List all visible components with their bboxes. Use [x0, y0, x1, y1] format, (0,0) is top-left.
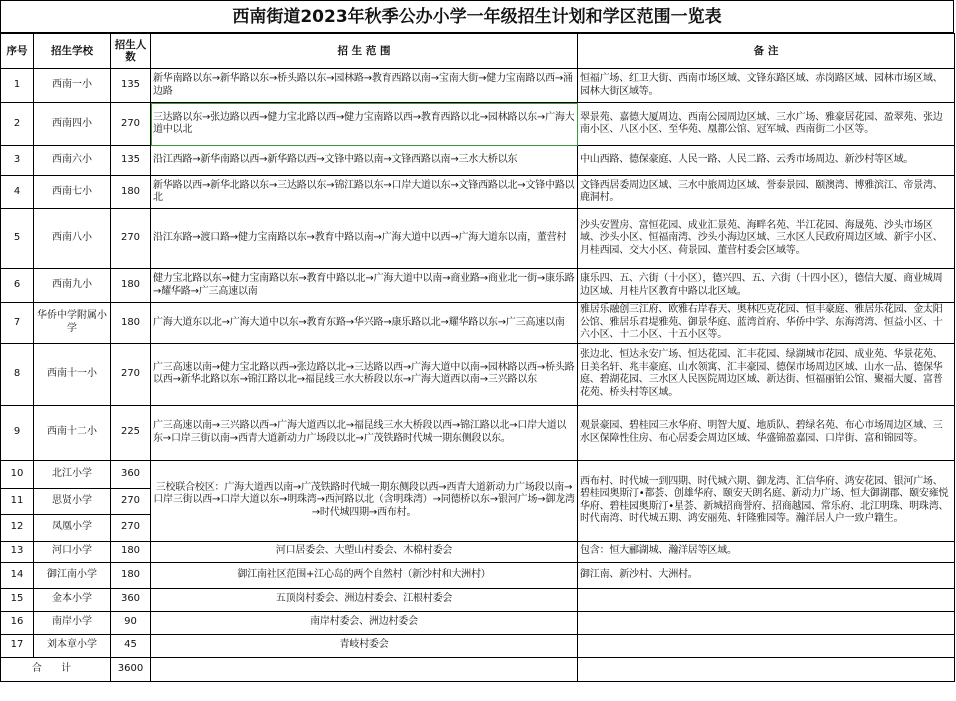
cell-count: 225: [111, 405, 151, 460]
cell-scope: 河口居委会、大塱山村委会、木棉村委会: [151, 541, 578, 562]
cell-scope-merged: 三校联合校区：广海大道西以南→广茂铁路时代城一期东侧段以西→西青大道新动力广场段以南→口岸三街以西→口岸大道以东→明珠湾→西河路以北（含明珠湾）→同德桥以东→银河广场→御龙湾→时代城四期→西布村。: [151, 460, 578, 541]
cell-count: 135: [111, 69, 151, 103]
cell-no: 6: [1, 269, 34, 303]
table-row: [1, 611, 955, 634]
cell-count: 270: [111, 343, 151, 405]
cell-note: 翠景苑、嘉德大厦周边、西南公园周边区域、三水广场、雅豪居花园、盈翠苑、张边南小区、八区小区、至华苑、凰都公馆、冠军城、西南街二小区等。: [578, 103, 955, 146]
cell-note: 康乐四、五、六街（十小区），德兴四、五、六街（十四小区），德信大厦、商业城周边区域、月桂片区教育中路以北区域。: [578, 269, 955, 303]
table-row: [1, 343, 955, 405]
total-count: 3600: [111, 657, 151, 681]
cell-scope-selected[interactable]: 三达路以东→张边路以西→健力宝北路以西→健力宝南路以西→教育西路以北→园林路以东→广海大道中以北: [151, 103, 578, 146]
cell-count: 135: [111, 146, 151, 176]
cell-school: 南岸小学: [34, 611, 111, 634]
cell-school: 华侨中学附属小学: [34, 303, 111, 344]
cell-no: 3: [1, 146, 34, 176]
cell-note: [578, 588, 955, 611]
cell-scope: 御江南社区范围+江心岛的两个自然村（新沙村和大洲村）: [151, 562, 578, 588]
cell-note-merged: 西布村、时代城一到四期、时代城六期、御龙湾、汇信华府、鸿安花园、银河广场、碧桂园奥斯汀•都荟、创雄华府、颐安天朗名庭、新动力广场、恒大御湖郡、颐安雍悦华府、碧桂园奥斯汀•星荟、新城招商誉府、招商越园、常乐府、北江明珠、明珠湾、时代南湾、时代城五期、鸿安丽苑、轩隆雅园等。瀚洋居人户一致户籍生。: [578, 460, 955, 541]
cell-scope: 新华路以西→新华北路以东→三达路以东→锦江路以东→口岸大道以东→文锋西路以北→文锋中路以北: [151, 176, 578, 209]
cell-no: 2: [1, 103, 34, 146]
cell-school: 西南十二小: [34, 405, 111, 460]
cell-count: 180: [111, 303, 151, 344]
cell-scope: 广三高速以南→三兴路以西→广海大道西以北→福昆线三水大桥段以西→锦江路以北→口岸大道以东→口岸三街以南→西青大道新动力广场段以北→广茂铁路时代城一期东侧段以东。: [151, 405, 578, 460]
header-no: 序号: [1, 34, 34, 69]
cell-note: [578, 611, 955, 634]
cell-count: 270: [111, 209, 151, 269]
table-row: [1, 541, 955, 562]
cell-no: 4: [1, 176, 34, 209]
cell-count: 360: [111, 588, 151, 611]
header-note: 备 注: [578, 34, 955, 69]
cell-count: 180: [111, 562, 151, 588]
cell-count: 360: [111, 460, 151, 488]
table-row: [1, 209, 955, 269]
cell-school: 思贤小学: [34, 488, 111, 514]
cell-school: 西南四小: [34, 103, 111, 146]
table-row: [1, 634, 955, 657]
table-row: [1, 269, 955, 303]
table-row: [1, 562, 955, 588]
cell-count: 270: [111, 103, 151, 146]
cell-school: 凤凰小学: [34, 514, 111, 541]
cell-note: 沙头安置房、富恒花园、成业汇景苑、海畔名苑、半江花园、海晟苑、沙头市场区域、沙头小区、恒福南湾、沙头小海边区域、三水区人民政府周边区域、新宇小区、月桂西园、交大小区、荷景园、董营村委会区域等。: [578, 209, 955, 269]
cell-no: 16: [1, 611, 34, 634]
cell-no: 9: [1, 405, 34, 460]
cell-count: 270: [111, 514, 151, 541]
cell-note: 御江南、新沙村、大洲村。: [578, 562, 955, 588]
table-row: [1, 588, 955, 611]
table-row: [1, 176, 955, 209]
table-row: [1, 405, 955, 460]
header-scope: 招 生 范 围: [151, 34, 578, 69]
enrollment-table: [0, 33, 955, 682]
cell-no: 15: [1, 588, 34, 611]
cell-note: 观景豪园、碧桂园三水华府、明智大厦、地质队、碧绿名苑、布心市场周边区域、三水区保障性住房、布心居委会周边区域、华盛锦盈嘉园、口岸街、富和锦园等。: [578, 405, 955, 460]
cell-no: 11: [1, 488, 34, 514]
cell-scope: 广海大道东以北→广海大道中以东→教育东路→华兴路→康乐路以北→耀华路以东→广三高速以南: [151, 303, 578, 344]
cell-no: 10: [1, 460, 34, 488]
cell-scope: 新华南路以东→新华路以东→桥头路以东→园林路→教育西路以南→宝南大街→健力宝南路以西→涌边路: [151, 69, 578, 103]
header-count: 招生人数: [111, 34, 151, 69]
cell-no: 5: [1, 209, 34, 269]
cell-school: 河口小学: [34, 541, 111, 562]
cell-school: 西南九小: [34, 269, 111, 303]
cell-school: 西南十一小: [34, 343, 111, 405]
header-school: 招生学校: [34, 34, 111, 69]
total-row: [1, 657, 955, 681]
total-note-empty: [578, 657, 955, 681]
table-row: [1, 460, 955, 488]
table-row: [1, 146, 955, 176]
cell-no: 1: [1, 69, 34, 103]
table-row: [1, 69, 955, 103]
cell-note: 雅居乐融创三江府、欧雅右岸春天、奥林匹克花园、恒丰豪庭、雅居乐花园、金太阳公馆、雅居乐君堤雅苑、御景华庭、蓝湾首府、华侨中学、东海湾湾、恒益小区、十六小区、十二小区、十五小区等。: [578, 303, 955, 344]
table-row: [1, 103, 955, 146]
cell-note: [578, 634, 955, 657]
cell-note: 恒福广场、红卫大街、西南市场区域、文锋东路区域、赤岗路区域、园林市场区域、园林大街区域等。: [578, 69, 955, 103]
cell-scope: 沿江东路→渡口路→健力宝南路以东→教育中路以南→广海大道中以西→广海大道东以南，董营村: [151, 209, 578, 269]
cell-school: 御江南小学: [34, 562, 111, 588]
cell-no: 14: [1, 562, 34, 588]
cell-scope: 南岸村委会、洲边村委会: [151, 611, 578, 634]
cell-school: 西南八小: [34, 209, 111, 269]
cell-count: 45: [111, 634, 151, 657]
cell-scope: 沿江西路→新华南路以西→新华路以西→文锋中路以南→文锋西路以南→三水大桥以东: [151, 146, 578, 176]
cell-scope: 青岐村委会: [151, 634, 578, 657]
cell-no: 13: [1, 541, 34, 562]
cell-scope: 五顶岗村委会、洲边村委会、江根村委会: [151, 588, 578, 611]
total-label: 合 计: [1, 657, 111, 681]
cell-count: 90: [111, 611, 151, 634]
cell-note: 文锋西居委周边区域、三水中旅周边区域、誉泰景园、颐澳湾、博雅滨江、帝景湾、鹿洞村。: [578, 176, 955, 209]
table-row: [1, 303, 955, 344]
cell-count: 180: [111, 176, 151, 209]
cell-note: 包含：恒大郦湖城、瀚洋居等区域。: [578, 541, 955, 562]
cell-count: 180: [111, 541, 151, 562]
cell-count: 270: [111, 488, 151, 514]
cell-school: 刘本章小学: [34, 634, 111, 657]
cell-note: 张边北、恒达永安广场、恒达花园、汇丰花园、绿湖城市花园、成业苑、华景花苑、日美名轩、兆丰豪庭、山水领寓、汇丰豪园、德保市场周边区域、山水一品、德保华庭、碧湖花园、三水区人民医院周边区域、新达街、恒福丽铂公馆、聚福大厦、富普花苑、桥头村等区域。: [578, 343, 955, 405]
total-scope-empty: [151, 657, 578, 681]
cell-scope: 广三高速以南→健力宝北路以西→张边路以北→三达路以西→广海大道中以南→园林路以西→桥头路以西→新华北路以东→锦江路以北→福昆线三水大桥段以东→广海大道西以南→三兴路以东: [151, 343, 578, 405]
cell-no: 8: [1, 343, 34, 405]
cell-count: 180: [111, 269, 151, 303]
header-row: [1, 34, 955, 69]
cell-school: 西南六小: [34, 146, 111, 176]
cell-note: 中山西路、德保豪庭、人民一路、人民二路、云秀市场周边、新沙村等区域。: [578, 146, 955, 176]
cell-no: 17: [1, 634, 34, 657]
page-title: 西南街道2023年秋季公办小学一年级招生计划和学区范围一览表: [0, 0, 954, 33]
cell-no: 7: [1, 303, 34, 344]
cell-no: 12: [1, 514, 34, 541]
cell-scope: 健力宝北路以东→健力宝南路以东→教育中路以北→广海大道中以南→商业路→商业北一街→康乐路→耀华路→广三高速以南: [151, 269, 578, 303]
cell-school: 北江小学: [34, 460, 111, 488]
cell-school: 西南七小: [34, 176, 111, 209]
cell-school: 西南一小: [34, 69, 111, 103]
cell-school: 金本小学: [34, 588, 111, 611]
